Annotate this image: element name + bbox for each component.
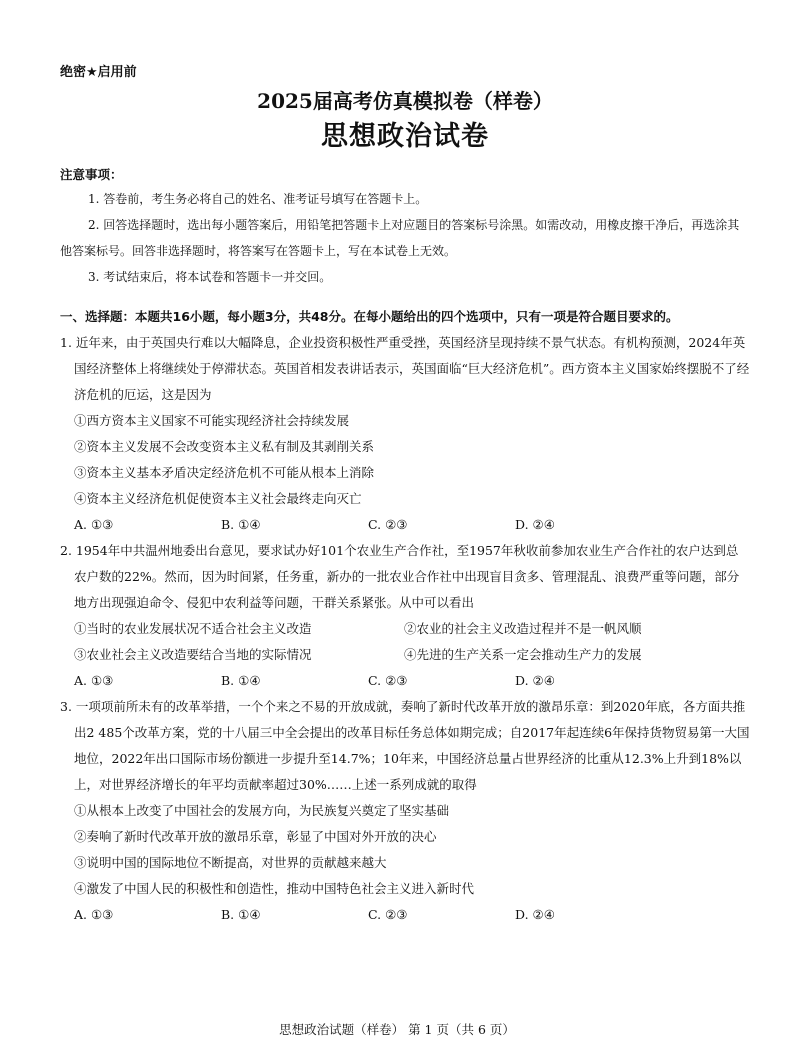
option-row [74,616,750,642]
answer-choice-b: B. ①④ [221,673,261,688]
answer-choice-c: C. ②③ [368,673,408,688]
question-option: ②农业的社会主义改造过程并不是一帆风顺 [404,621,642,636]
notes-heading: 注意事项： [60,167,123,182]
question-option: ③农业社会主义改造要结合当地的实际情况 [74,647,312,662]
exam-title: 2025届高考仿真模拟卷（样卷） [257,89,553,113]
question-1 [60,330,750,538]
answer-choice-d: D. ②④ [515,517,555,532]
question-stem: 1. 近年来，由于英国央行难以大幅降息，企业投资积极性严重受挫，英国经济呈现持续不景气状态。有机构预测，2024年英国经济整体上将继续处于停滞状态。英国首相发表讲话表示，英国面临“巨大经济危机”。西方资本主义国家始终摆脱不了经济危机的厄运，这是因为 [60,335,750,402]
answer-choice-c: C. ②③ [368,907,408,922]
question-option: ②奏响了新时代改革开放的激昂乐章，彰显了中国对外开放的决心 [74,829,437,844]
question-option: ①当时的农业发展状况不适合社会主义改造 [74,621,312,636]
note-item-1: 1. 答卷前，考生务必将自己的姓名、准考证号填写在答题卡上。 [88,192,428,206]
question-option: ④先进的生产关系一定会推动生产力的发展 [404,647,642,662]
section-heading: 一、选择题：本题共16小题，每小题3分，共48分。在每小题给出的四个选项中，只有一项是符合题目要求的。 [60,309,679,324]
question-option: ①西方资本主义国家不可能实现经济社会持续发展 [74,413,350,428]
question-option: ③资本主义基本矛盾决定经济危机不可能从根本上消除 [74,465,375,480]
answer-choices [74,668,750,694]
answer-choice-c: C. ②③ [368,517,408,532]
answer-choices [74,902,750,928]
answer-choice-d: D. ②④ [515,673,555,688]
question-option: ③说明中国的国际地位不断提高，对世界的贡献越来越大 [74,855,387,870]
note-item-2: 2. 回答选择题时，选出每小题答案后，用铅笔把答题卡上对应题目的答案标号涂黑。如需改动，用橡皮擦干净后，再选涂其他答案标号。回答非选择题时，将答案写在答题卡上，写在本试卷上无效。 [60,218,740,258]
answer-choice-a: A. ①③ [74,673,114,688]
answer-choice-b: B. ①④ [221,517,261,532]
answer-choices [74,512,750,538]
question-option: ②资本主义发展不会改变资本主义私有制及其剥削关系 [74,439,375,454]
answer-choice-d: D. ②④ [515,907,555,922]
page-footer: 思想政治试题（样卷） 第 1 页（共 6 页） [279,1022,515,1037]
question-3 [60,694,750,928]
question-stem: 2. 1954年中共温州地委出台意见，要求试办好101个农业生产合作社，至1957年秋收前参加农业生产合作社的农户达到总农户数的22%。然而，因为时间紧，任务重，新办的一批农业合作社中出现盲目贪多、管理混乱、浪费严重等问题，部分地方出现强迫命令、侵犯中农利益等问题，干群关系紧张。从中可以看出 [60,543,740,610]
answer-choice-a: A. ①③ [74,517,114,532]
notes-block [60,164,750,290]
question-2 [60,538,750,694]
question-option: ①从根本上改变了中国社会的发展方向，为民族复兴奠定了坚实基础 [74,803,450,818]
answer-choice-b: B. ①④ [221,907,261,922]
subject-title: 思想政治试卷 [321,121,489,152]
option-row [74,642,750,668]
question-option: ④激发了中国人民的积极性和创造性，推动中国特色社会主义进入新时代 [74,881,475,896]
note-item-3: 3. 考试结束后，将本试卷和答题卡一并交回。 [88,270,332,284]
confidential-label: 绝密★启用前 [60,65,137,80]
question-stem: 3. 一项项前所未有的改革举措，一个个来之不易的开放成就，奏响了新时代改革开放的激昂乐章：到2020年底，各方面共推出2 485个改革方案，党的十八届三中全会提出的改革目标任务总体如期完成；自2017年起连续6年保持货物贸易第一大国地位，2022年出口国际市场份额进一步提升至14.7%；10年来，中国经济总量占世界经济的比重从12.3%上升到18%以上，对世界经济增长的年平均贡献率超过30%……上述一系列成就的取得 [60,699,750,792]
answer-choice-a: A. ①③ [74,907,114,922]
question-option: ④资本主义经济危机促使资本主义社会最终走向灭亡 [74,491,362,506]
